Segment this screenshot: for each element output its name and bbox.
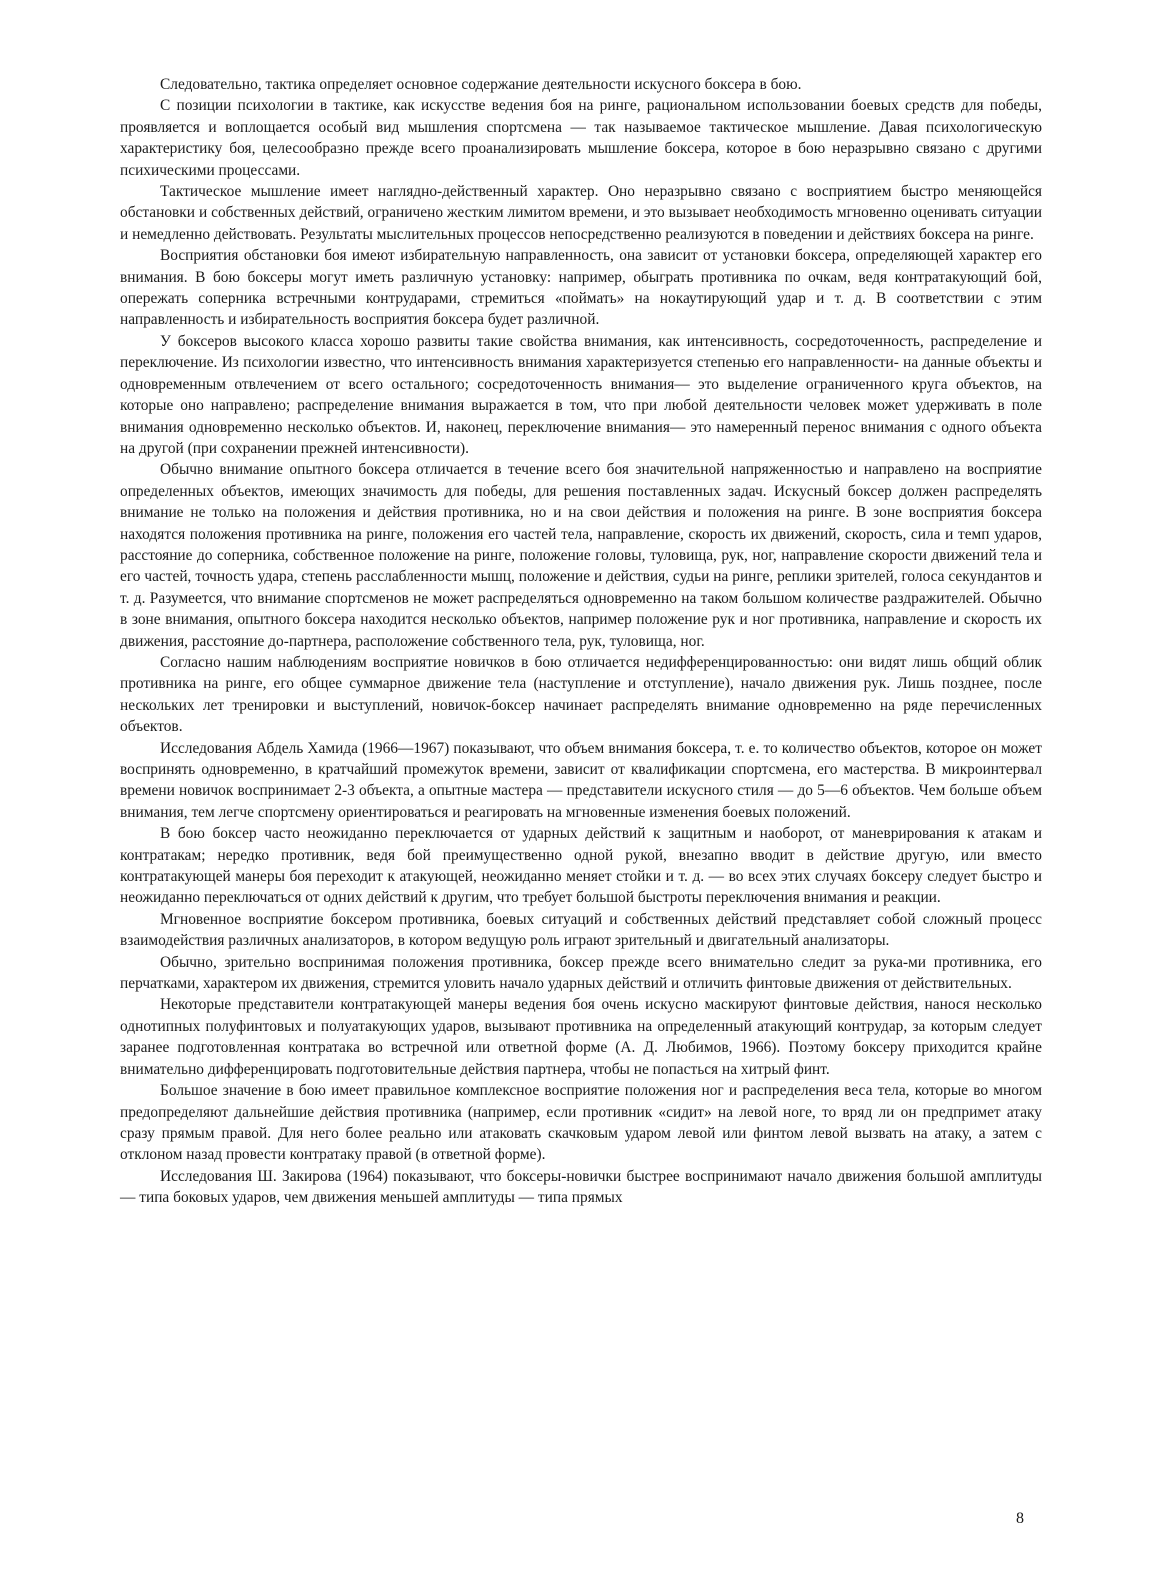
paragraph: Обычно, зрительно воспринимая положения противника, боксер прежде всего внимательно следит за рука-ми противника, его перчатками, характером их движения, стремится уловить начало ударных действий и отличить финтовые движения от действительных. [120,953,1042,993]
paragraph: Большое значение в бою имеет правильное комплексное восприятие положения ног и распределения веса тела, которые во многом предопределяют дальнейшие действия противника (например, если противник «сидит» на левой ноге, то вряд ли он предпримет атаку сразу прямым правой. Для него более реально или атаковать скачковым ударом левой или финтом левой вызвать на атаку, а затем с отклоном назад провести контратаку правой (в ответной форме). [120,1082,1042,1164]
paragraph: Обычно внимание опытного боксера отличается в течение всего боя значительной напряженностью и направлено на восприятие определенных объектов, имеющих значимость для победы, для решения поставленных задач. Искусный боксер должен распределять внимание не только на положения и действия противника, но и на свои действия и положения на ринге. В зоне восприятия боксера находятся положения противника на ринге, положения его частей тела, направление, скорость их движений, скорость, сила и темп ударов, расстояние до соперника, собственное положение на ринге, положение головы, туловища, рук, ног, направление скорости движений тела и его частей, точность удара, степень расслабленности мышц, положение и действия, судьи на ринге, реплики зрителей, голоса секундантов и т. д. Разумеется, что внимание спортсменов не может распределяться одновременно на таком большом количестве раздражителей. Обычно в зоне внимания, опытного боксера находится несколько объектов, например положение рук и ног противника, направление и скорость их движения, расстояние до-партнера, расположение собственного тела, рук, туловища, ног. [120,461,1042,650]
paragraph: Тактическое мышление имеет наглядно-действенный характер. Оно неразрывно связано с восприятием быстро меняющейся обстановки и собственных действий, ограничено жестким лимитом времени, и это вызывает необходимость мгновенно оценивать ситуации и немедленно действовать. Результаты мыслительных процессов непосредственно реализуются в поведении и действиях боксера на ринге. [120,183,1042,243]
paragraph: Исследования Ш. Закирова (1964) показывают, что боксеры-новички быстрее воспринимают начало движения большой амплитуды — типа боковых ударов, чем движения меньшей амплитуды — типа прямых [120,1167,1042,1207]
paragraph: У боксеров высокого класса хорошо развиты такие свойства внимания, как интенсивность, сосредоточенность, распределение и переключение. Из психологии известно, что интенсивность внимания характеризуется степенью его направленности- на данные объекты и одновременным отвлечением от всего остального; сосредоточенность внимания— это выделение ограниченного круга объектов, на которые оно направлено; распределение внимания выражается в том, что при любой деятельности человек может удерживать в поле внимания одновременно несколько объектов. И, наконец, переключение внимания— это намеренный перенос внимания с одного объекта на другой (при сохранении прежней интенсивности). [120,332,1042,457]
paragraph: Некоторые представители контратакующей манеры ведения боя очень искусно маскируют финтовые действия, нанося несколько однотипных полуфинтовых и полуатакующих ударов, вызывают противника на определенный атакующий контрудар, за которым следует заранее подготовленная контратака во встречной или ответной форме (А. Д. Любимов, 1966). Поэтому боксеру приходится крайне внимательно дифференцировать подготовительные действия партнера, чтобы не попасться на хитрый финт. [120,996,1042,1078]
paragraph: Следовательно, тактика определяет основное содержание деятельности искусного боксера в бою. [160,76,802,93]
paragraph: Мгновенное восприятие боксером противника, боевых ситуаций и собственных действий представляет собой сложный процесс взаимодействия различных анализаторов, в котором ведущую роль играют зрительный и двигательный анализаторы. [120,910,1042,950]
page-number: 8 [1016,1510,1024,1527]
paragraph: В бою боксер часто неожиданно переключается от ударных действий к защитным и наоборот, от маневрирования к атакам и контратакам; нередко противник, ведя бой преимущественно одной рукой, внезапно вводит в действие другую, или вместо контратакующей манеры боя переходит к атакующей, неожиданно меняет стойки и т. д. — во всех этих случаях боксеру следует быстро и неожиданно переключаться от одних действий к другим, что требует большой быстроты переключения внимания и реакции. [120,825,1042,907]
paragraph: Согласно нашим наблюдениям восприятие новичков в бою отличается недифференцированностью: они видят лишь общий облик противника на ринге, его общее суммарное движение тела (наступление и отступление), начало движения рук. Лишь позднее, после нескольких лет тренировки и выступлений, новичок-боксер начинает распределять внимание одновременно на ряде перечисленных объектов. [120,653,1042,736]
page-body [120,74,1042,1209]
paragraph: Восприятия обстановки боя имеют избирательную направленность, она зависит от установки боксера, определяющей характер его внимания. В бою боксеры могут иметь различную установку: например, обыграть противника по очкам, ведя контратакующий бой, опережать соперника встречными контрударами, стремиться «поймать» на нокаутирующий удар и т. д. В соответствии с этим направленность и избирательность восприятия боксера будет различной. [120,247,1042,329]
paragraph: Исследования Абдель Хамида (1966—1967) показывают, что объем внимания боксера, т. е. то количество объектов, которое он может воспринять одновременно, в кратчайший промежуток времени, зависит от квалификации спортсмена, его мастерства. В микроинтервал времени новичок воспринимает 2-3 объекта, а опытные мастера — представители искусного стиля — до 5—6 объектов. Чем больше объем внимания, тем легче спортсмену ориентироваться и реагировать на мгновенные изменения боевых положений. [120,739,1042,821]
paragraph: С позиции психологии в тактике, как искусстве ведения боя на ринге, рациональном использовании боевых средств для победы, проявляется и воплощается особый вид мышления спортсмена — так называемое тактическое мышление. Давая психологическую характеристику боя, целесообразно прежде всего проанализировать мышление боксера, которое в бою неразрывно связано с другими психическими процессами. [120,97,1042,179]
